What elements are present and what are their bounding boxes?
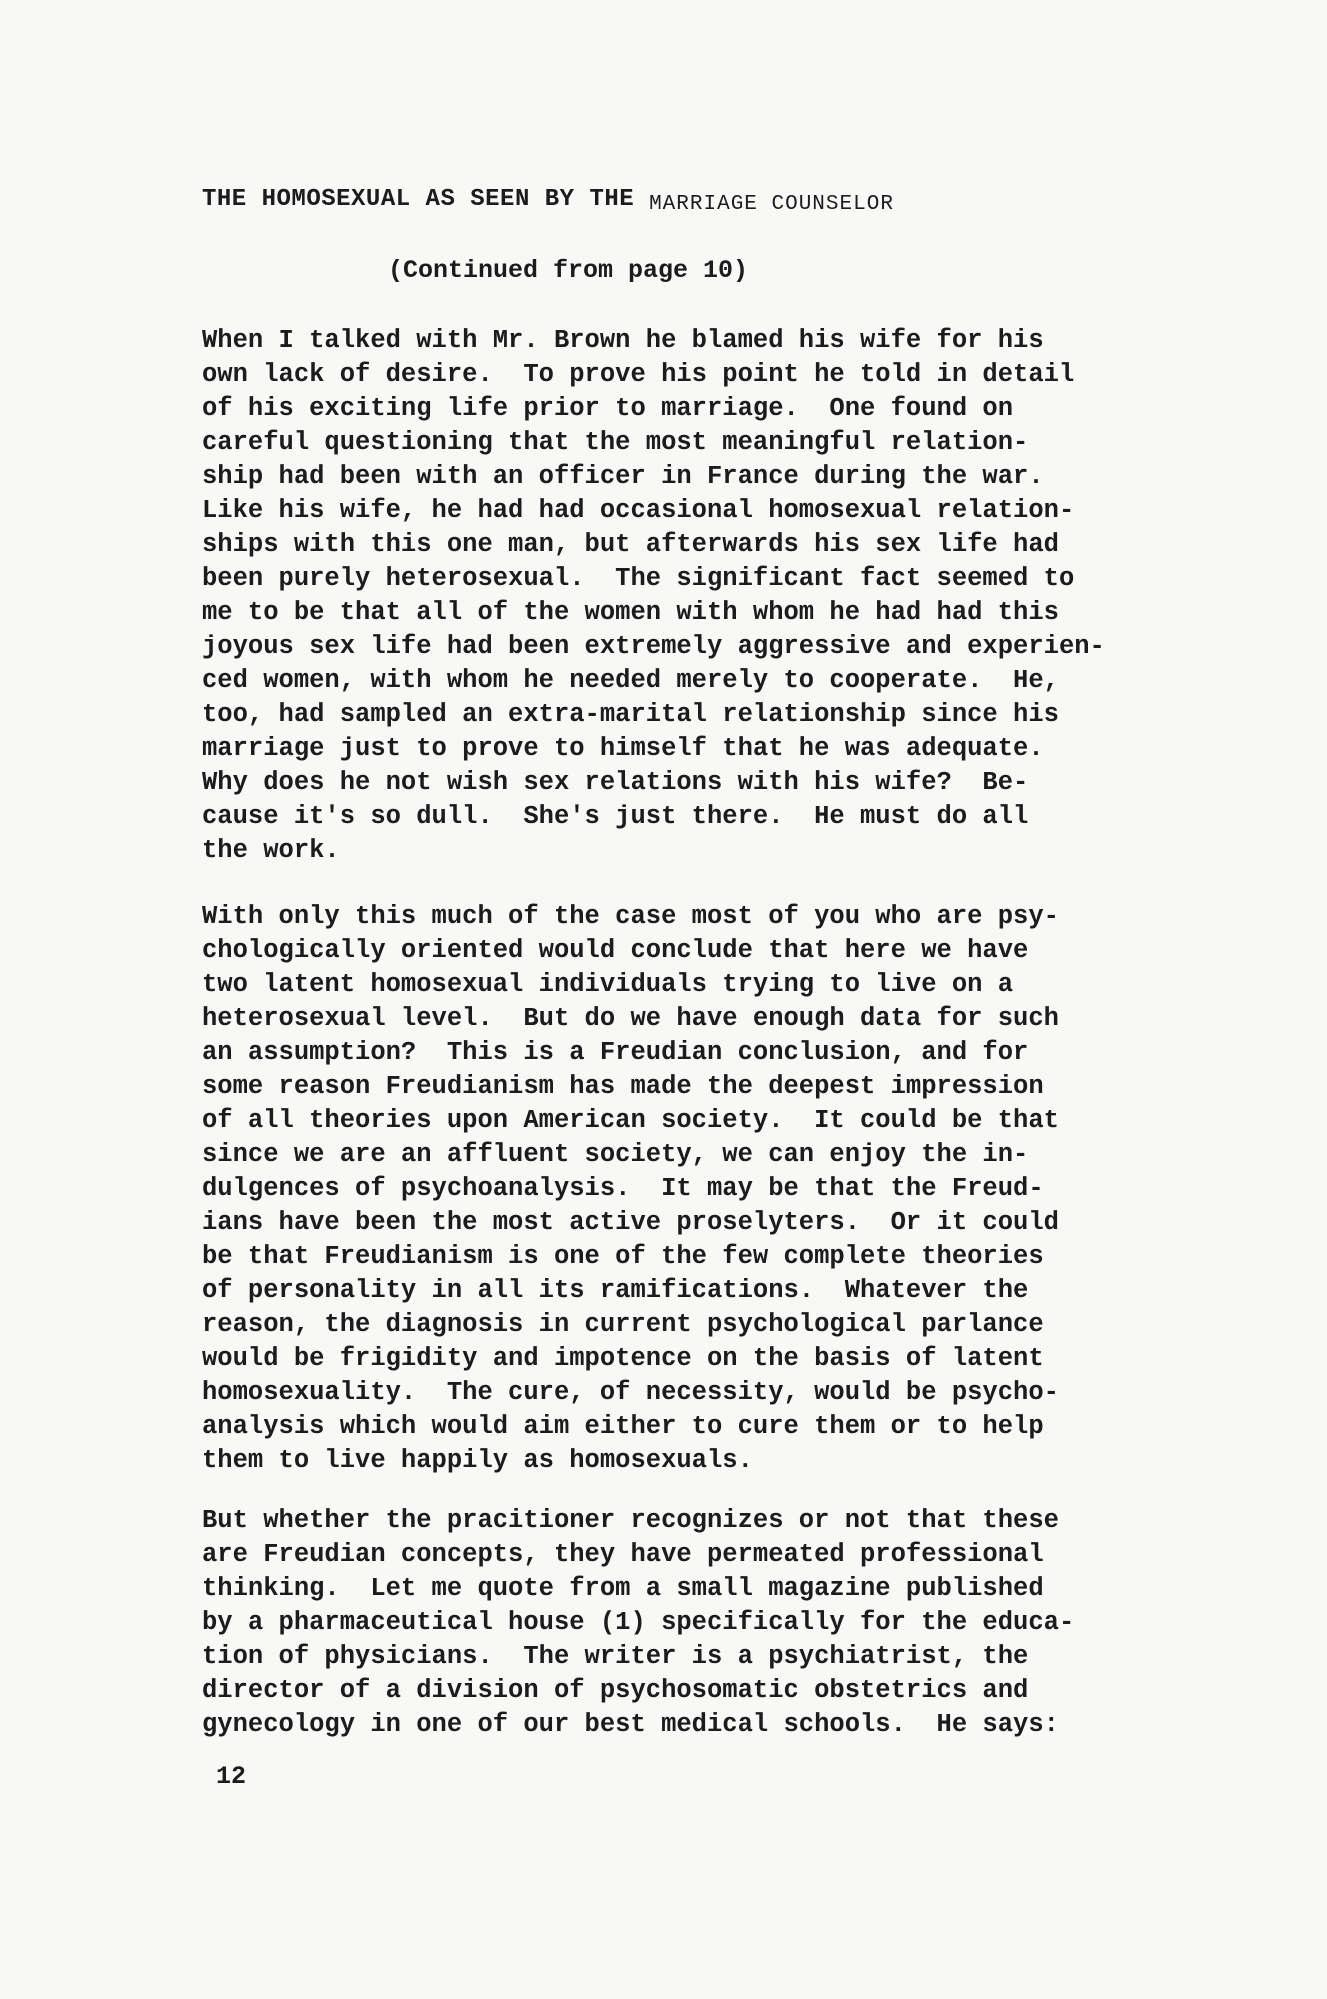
text-line: chologically oriented would conclude that here we have <box>202 936 1029 965</box>
text-line: ship had been with an officer in France during the war. <box>202 462 1044 491</box>
title-tail: MARRIAGE COUNSELOR <box>649 193 894 216</box>
text-line: been purely heterosexual. The significant fact seemed to <box>202 564 1075 593</box>
text-line: careful questioning that the most meaningful relation- <box>202 428 1029 457</box>
text-line: own lack of desire. To prove his point he told in detail <box>202 360 1075 389</box>
text-line: by a pharmaceutical house (1) specifically for the educa- <box>202 1608 1075 1637</box>
text-line: two latent homosexual individuals trying to live on a <box>202 970 1014 999</box>
paragraph-1 <box>202 324 1105 868</box>
text-line: since we are an affluent society, we can enjoy the in- <box>202 1140 1029 1169</box>
continued-note: (Continued from page 10) <box>388 256 749 285</box>
text-line: marriage just to prove to himself that he was adequate. <box>202 734 1044 763</box>
text-line: thinking. Let me quote from a small magazine published <box>202 1574 1044 1603</box>
text-line: of personality in all its ramifications. Whatever the <box>202 1276 1029 1305</box>
text-line: But whether the pracitioner recognizes or not that these <box>202 1506 1059 1535</box>
text-line: director of a division of psychosomatic obstetrics and <box>202 1676 1029 1705</box>
text-line: some reason Freudianism has made the deepest impression <box>202 1072 1044 1101</box>
text-line: ced women, with whom he needed merely to cooperate. He, <box>202 666 1059 695</box>
page-title <box>202 186 894 216</box>
text-line: Like his wife, he had had occasional homosexual relation- <box>202 496 1075 525</box>
text-line: an assumption? This is a Freudian conclusion, and for <box>202 1038 1029 1067</box>
text-line: analysis which would aim either to cure them or to help <box>202 1412 1044 1441</box>
title-main: THE HOMOSEXUAL AS SEEN BY THE <box>202 186 635 213</box>
text-line: cause it's so dull. She's just there. He must do all <box>202 802 1029 831</box>
text-line: heterosexual level. But do we have enough data for such <box>202 1004 1059 1033</box>
text-line: gynecology in one of our best medical schools. He says: <box>202 1710 1059 1739</box>
text-line: would be frigidity and impotence on the basis of latent <box>202 1344 1044 1373</box>
text-line: With only this much of the case most of you who are psy- <box>202 902 1059 931</box>
paragraph-2 <box>202 900 1059 1478</box>
text-line: ians have been the most active proselyters. Or it could <box>202 1208 1059 1237</box>
text-line: Why does he not wish sex relations with his wife? Be- <box>202 768 1029 797</box>
text-line: ships with this one man, but afterwards his sex life had <box>202 530 1059 559</box>
text-line: joyous sex life had been extremely aggressive and experien- <box>202 632 1105 661</box>
text-line: too, had sampled an extra-marital relationship since his <box>202 700 1059 729</box>
text-line: dulgences of psychoanalysis. It may be that the Freud- <box>202 1174 1044 1203</box>
text-line: me to be that all of the women with whom he had had this <box>202 598 1059 627</box>
text-line: be that Freudianism is one of the few complete theories <box>202 1242 1044 1271</box>
text-line: reason, the diagnosis in current psychological parlance <box>202 1310 1044 1339</box>
text-line: of his exciting life prior to marriage. One found on <box>202 394 1014 423</box>
text-line: the work. <box>202 836 340 865</box>
text-line: of all theories upon American society. It could be that <box>202 1106 1059 1135</box>
text-line: When I talked with Mr. Brown he blamed his wife for his <box>202 326 1044 355</box>
text-line: homosexuality. The cure, of necessity, would be psycho- <box>202 1378 1059 1407</box>
text-line: tion of physicians. The writer is a psychiatrist, the <box>202 1642 1029 1671</box>
text-line: are Freudian concepts, they have permeated professional <box>202 1540 1044 1569</box>
page-number: 12 <box>216 1762 247 1791</box>
text-line: them to live happily as homosexuals. <box>202 1446 753 1475</box>
paragraph-3 <box>202 1504 1074 1742</box>
